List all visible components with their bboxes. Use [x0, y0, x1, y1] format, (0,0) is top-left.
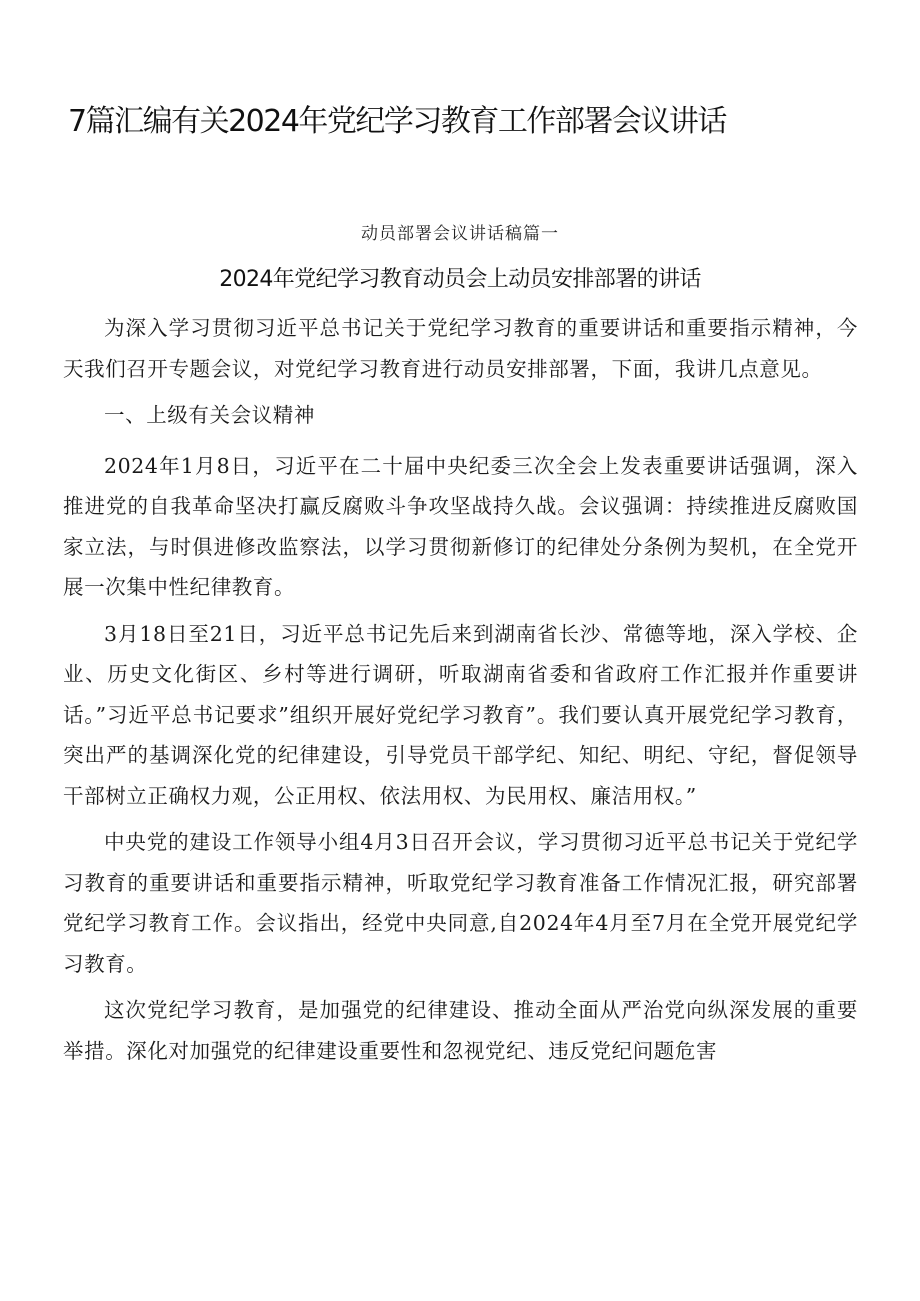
- document-body: [63, 308, 858, 1077]
- paragraph-intro: 为深入学习贯彻习近平总书记关于党纪学习教育的重要讲话和重要指示精神，今天我们召开专题会议，对党纪学习教育进行动员安排部署，下面，我讲几点意见。: [63, 316, 858, 381]
- document-title: 7篇汇编有关2024年党纪学习教育工作部署会议讲话: [68, 104, 726, 139]
- section-heading: 一、上级有关会议精神: [104, 403, 315, 427]
- speech-title: 2024年党纪学习教育动员会上动员安排部署的讲话: [219, 267, 701, 292]
- paragraph: 3月18日至21日，习近平总书记先后来到湖南省长沙、常德等地，深入学校、企业、历史文化街区、乡村等进行调研，听取湖南省委和省政府工作汇报并作重要讲话。”习近平总书记要求”组织开展好党纪学习教育”。我们要认真开展党纪学习教育，突出严的基调深化党的纪律建设，引导党员干部学纪、知纪、明纪、守纪，督促领导干部树立正确权力观，公正用权、依法用权、为民用权、廉洁用权。”: [63, 621, 858, 808]
- section-label: 动员部署会议讲话稿篇一: [361, 224, 559, 244]
- paragraph: 2024年1月8日，习近平在二十届中央纪委三次全会上发表重要讲话强调，深入推进党的自我革命坚决打赢反腐败斗争攻坚战持久战。会议强调：持续推进反腐败国家立法，与时俱进修改监察法，以学习贯彻新修订的纪律处分条例为契机，在全党开展一次集中性纪律教育。: [63, 453, 858, 599]
- paragraph: 这次党纪学习教育，是加强党的纪律建设、推动全面从严治党向纵深发展的重要举措。深化对加强党的纪律建设重要性和忽视党纪、违反党纪问题危害: [63, 998, 858, 1063]
- paragraph: 中央党的建设工作领导小组4月3日召开会议，学习贯彻习近平总书记关于党纪学习教育的重要讲话和重要指示精神，听取党纪学习教育准备工作情况汇报，研究部署党纪学习教育工作。会议指出，经党中央同意,自2024年4月至7月在全党开展党纪学习教育。: [63, 830, 858, 976]
